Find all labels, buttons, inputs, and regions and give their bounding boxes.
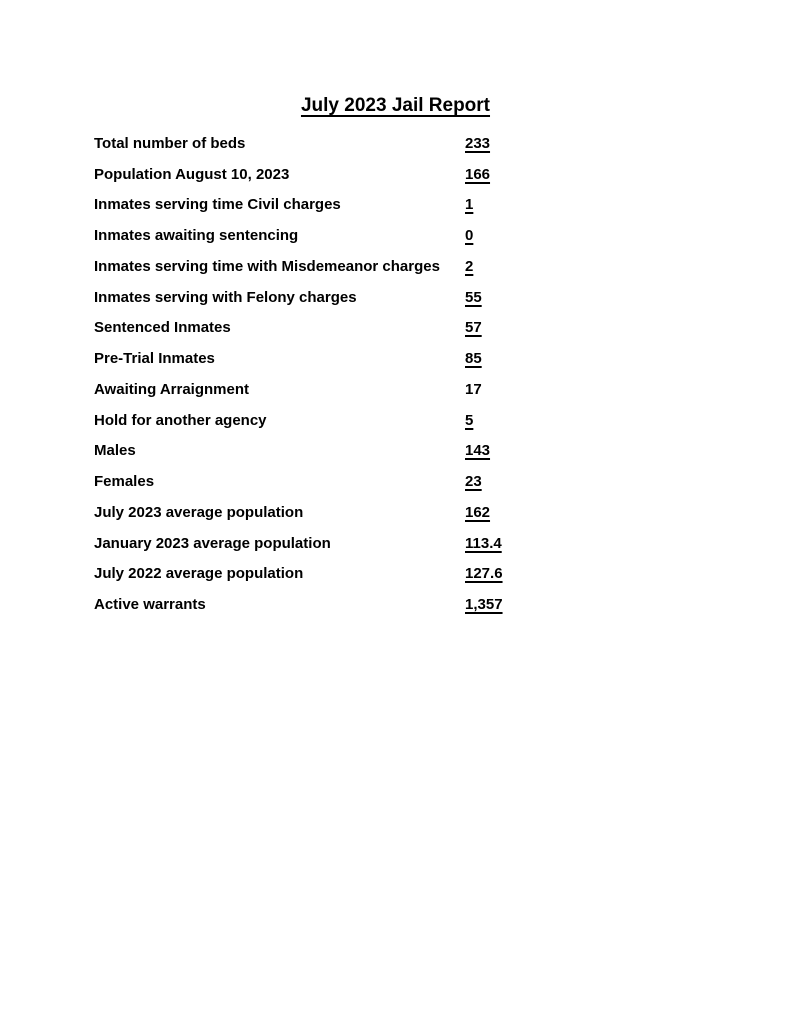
report-row bbox=[94, 436, 791, 467]
row-label: Active warrants bbox=[94, 596, 206, 614]
row-label: Inmates serving time with Misdemeanor charges bbox=[94, 257, 440, 275]
row-label: Males bbox=[94, 442, 136, 460]
report-rows bbox=[0, 128, 791, 620]
row-label: Hold for another agency bbox=[94, 411, 267, 429]
row-value: 143 bbox=[465, 442, 491, 460]
row-label: Inmates awaiting sentencing bbox=[94, 227, 299, 245]
row-value: 0 bbox=[465, 227, 474, 245]
row-label: Pre-Trial Inmates bbox=[94, 350, 215, 368]
row-value: 55 bbox=[465, 288, 482, 306]
row-label: Awaiting Arraignment bbox=[94, 380, 250, 398]
row-label: Inmates serving time Civil charges bbox=[94, 196, 341, 214]
row-value: 162 bbox=[465, 503, 491, 521]
report-row bbox=[94, 220, 791, 251]
row-value: 23 bbox=[465, 473, 482, 491]
report-row bbox=[94, 589, 791, 620]
row-label: July 2022 average population bbox=[94, 565, 304, 583]
report-title: July 2023 Jail Report bbox=[300, 95, 491, 116]
report-row bbox=[94, 159, 791, 190]
row-value: 5 bbox=[465, 411, 474, 429]
row-value: 166 bbox=[465, 165, 491, 183]
row-value: 2 bbox=[465, 257, 474, 275]
row-value: 85 bbox=[465, 350, 482, 368]
report-row bbox=[94, 466, 791, 497]
report-row bbox=[94, 128, 791, 159]
report-row bbox=[94, 251, 791, 282]
report-row bbox=[94, 313, 791, 344]
row-value: 233 bbox=[465, 134, 491, 152]
report-row bbox=[94, 405, 791, 436]
row-value: 1 bbox=[465, 196, 474, 214]
row-label: Total number of beds bbox=[94, 134, 246, 152]
row-label: Females bbox=[94, 473, 155, 491]
row-value: 113.4 bbox=[465, 534, 502, 552]
report-row bbox=[94, 497, 791, 528]
row-label: Sentenced Inmates bbox=[94, 319, 231, 337]
row-label: January 2023 average population bbox=[94, 534, 331, 552]
report-row bbox=[94, 374, 791, 405]
report-row bbox=[94, 282, 791, 313]
row-value: 57 bbox=[465, 319, 482, 337]
report-row bbox=[94, 559, 791, 590]
row-value: 127.6 bbox=[465, 565, 503, 583]
row-value: 17 bbox=[465, 380, 482, 398]
report-row bbox=[94, 343, 791, 374]
row-label: Population August 10, 2023 bbox=[94, 165, 290, 183]
row-value: 1,357 bbox=[465, 596, 503, 614]
row-label: Inmates serving with Felony charges bbox=[94, 288, 357, 306]
report-row bbox=[94, 190, 791, 221]
report-row bbox=[94, 528, 791, 559]
row-label: July 2023 average population bbox=[94, 503, 304, 521]
